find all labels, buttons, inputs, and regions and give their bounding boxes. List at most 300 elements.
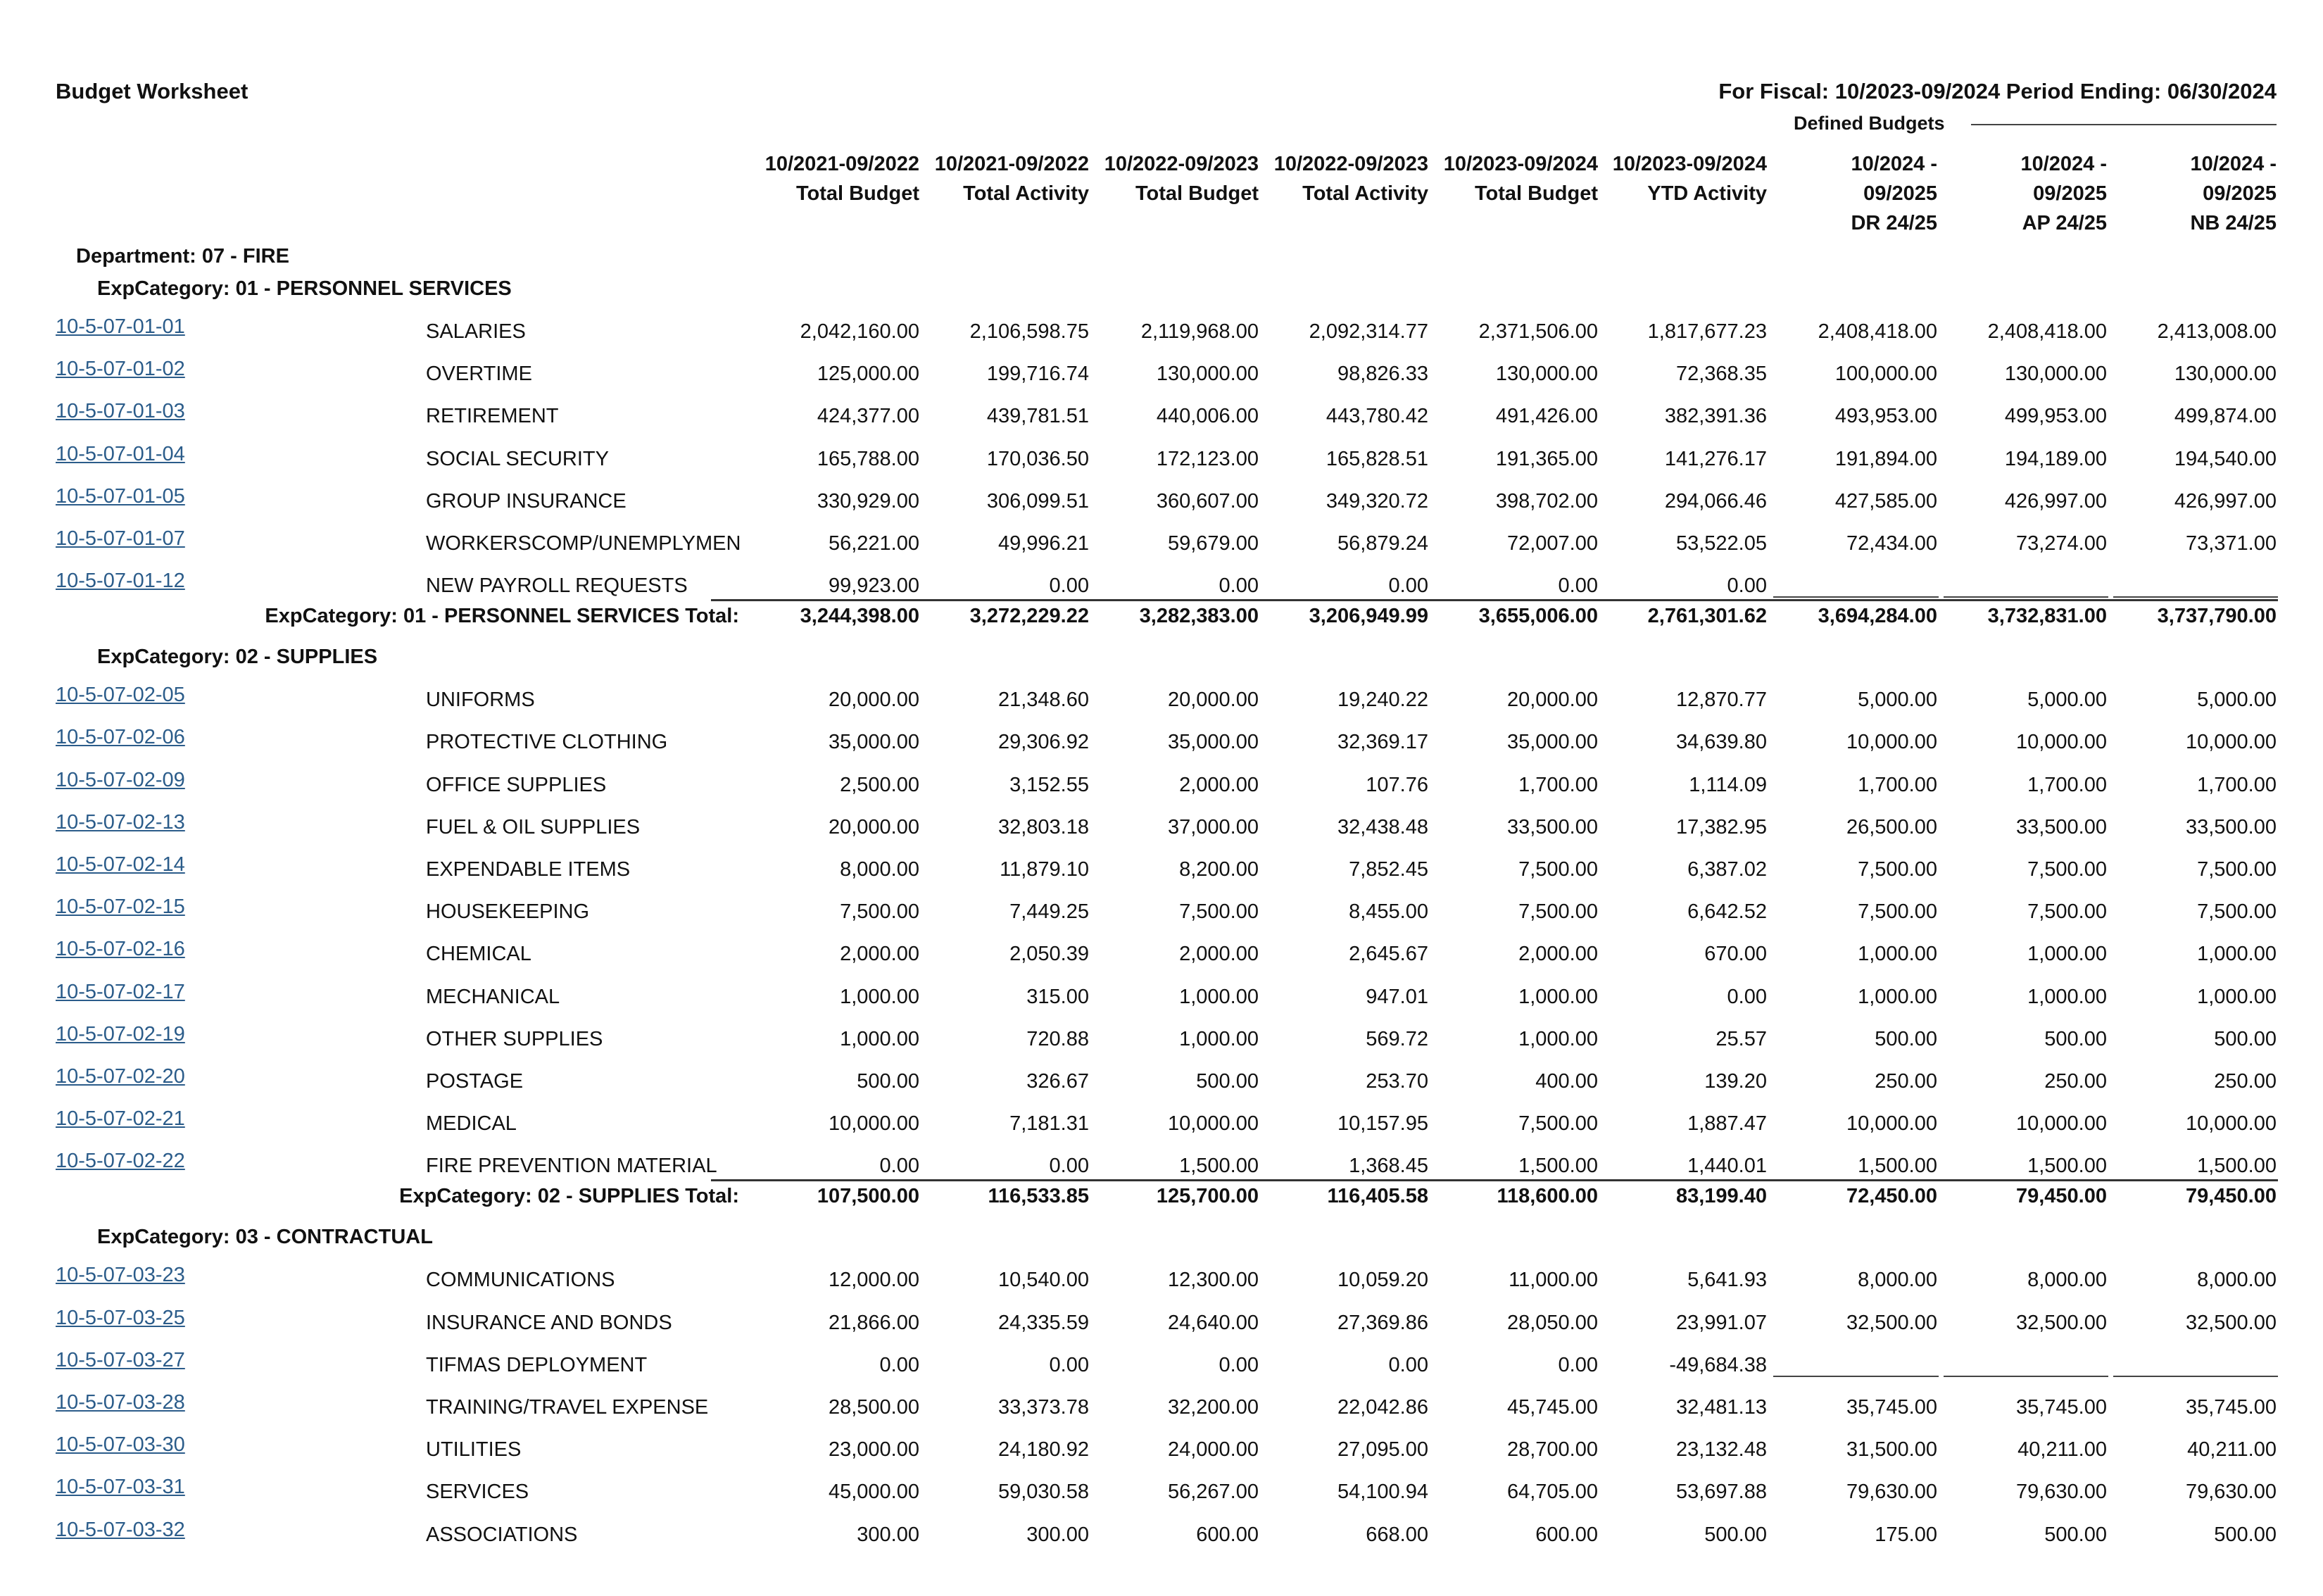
- amount-cell: 600.00: [1196, 1523, 1259, 1546]
- category-heading: ExpCategory: 01 - PERSONNEL SERVICES: [97, 277, 512, 300]
- account-link[interactable]: 10-5-07-03-31: [56, 1476, 185, 1498]
- line-item-description: MEDICAL: [426, 1112, 517, 1135]
- line-item-description: WORKERSCOMP/UNEMPLYMEN: [426, 532, 741, 555]
- account-link[interactable]: 10-5-07-02-14: [56, 853, 185, 876]
- amount-cell: 0.00: [1388, 574, 1428, 597]
- column-header-line2: Total Activity: [1302, 182, 1428, 205]
- amount-cell: 1,000.00: [1518, 1028, 1598, 1050]
- amount-cell: 10,000.00: [2015, 1112, 2107, 1135]
- amount-cell: 21,348.60: [997, 689, 1089, 711]
- amount-cell: 382,391.36: [1664, 405, 1767, 427]
- amount-cell: 7,500.00: [1518, 858, 1598, 881]
- line-item-description: ASSOCIATIONS: [426, 1523, 578, 1546]
- amount-cell: 22,042.86: [1337, 1396, 1428, 1419]
- category-total-cell: 3,732,831.00: [1987, 605, 2107, 627]
- account-link[interactable]: 10-5-07-01-01: [56, 315, 185, 338]
- column-header-line1: 10/2021-09/2022: [764, 153, 919, 175]
- account-link[interactable]: 10-5-07-02-06: [56, 726, 185, 748]
- amount-cell: 1,000.00: [2027, 943, 2107, 965]
- amount-cell: 1,114.09: [1689, 774, 1767, 796]
- column-header-line1: 10/2024 -: [1851, 153, 1937, 175]
- category-total-cell: 79,450.00: [2015, 1185, 2107, 1207]
- amount-cell: 172,123.00: [1156, 448, 1259, 470]
- amount-cell: 26,500.00: [1846, 816, 1937, 838]
- amount-cell: 125,000.00: [817, 363, 919, 385]
- amount-cell: 72,007.00: [1506, 532, 1598, 555]
- amount-cell: 0.00: [1388, 1354, 1428, 1376]
- account-link[interactable]: 10-5-07-02-19: [56, 1023, 185, 1045]
- amount-cell: 53,697.88: [1675, 1481, 1767, 1503]
- amount-cell: 7,852.45: [1349, 858, 1428, 881]
- amount-cell: 99,923.00: [828, 574, 919, 597]
- amount-cell: 330,929.00: [817, 490, 919, 513]
- amount-cell: 130,000.00: [1495, 363, 1598, 385]
- amount-cell: 1,000.00: [1858, 986, 1937, 1008]
- column-header-line3: DR 24/25: [1851, 212, 1937, 234]
- amount-cell: 64,705.00: [1506, 1481, 1598, 1503]
- column-header-line1: 10/2022-09/2023: [1273, 153, 1428, 175]
- amount-cell: 8,000.00: [840, 858, 919, 881]
- amount-cell: 1,700.00: [1518, 774, 1598, 796]
- amount-cell: 27,095.00: [1337, 1438, 1428, 1461]
- amount-cell: 0.00: [1049, 1354, 1089, 1376]
- category-total-cell: 2,761,301.62: [1647, 605, 1767, 627]
- amount-cell: 24,640.00: [1167, 1312, 1259, 1334]
- amount-cell: 24,335.59: [997, 1312, 1089, 1334]
- amount-cell: 32,369.17: [1337, 731, 1428, 753]
- amount-cell: 600.00: [1535, 1523, 1598, 1546]
- column-header-line1: 10/2023-09/2024: [1612, 153, 1767, 175]
- amount-cell: 10,157.95: [1337, 1112, 1428, 1135]
- amount-cell: 32,200.00: [1167, 1396, 1259, 1419]
- amount-cell: 294,066.46: [1664, 490, 1767, 513]
- amount-cell: 1,000.00: [2197, 986, 2277, 1008]
- amount-cell: 12,870.77: [1675, 689, 1767, 711]
- column-header-line3: NB 24/25: [2190, 212, 2277, 234]
- amount-cell: 56,221.00: [828, 532, 919, 555]
- amount-cell: 1,500.00: [1518, 1155, 1598, 1177]
- column-header-line1: 10/2023-09/2024: [1443, 153, 1598, 175]
- amount-cell: 326.67: [1026, 1070, 1089, 1093]
- amount-cell: 79,630.00: [1846, 1481, 1937, 1503]
- amount-cell: 250.00: [1875, 1070, 1937, 1093]
- amount-cell: 5,000.00: [1858, 689, 1937, 711]
- amount-cell: 0.00: [1049, 574, 1089, 597]
- line-item-description: CHEMICAL: [426, 943, 531, 965]
- amount-cell: 23,991.07: [1675, 1312, 1767, 1334]
- amount-cell: 1,887.47: [1687, 1112, 1767, 1135]
- line-item-description: OFFICE SUPPLIES: [426, 774, 607, 796]
- amount-cell: 2,042,160.00: [800, 320, 919, 343]
- report-title: Budget Worksheet: [56, 79, 248, 103]
- amount-cell: 25.57: [1716, 1028, 1767, 1050]
- blank-cell-rule: [1773, 1376, 1939, 1377]
- amount-cell: 250.00: [2214, 1070, 2277, 1093]
- amount-cell: 2,413,008.00: [2157, 320, 2277, 343]
- category-heading: ExpCategory: 03 - CONTRACTUAL: [97, 1226, 433, 1249]
- amount-cell: 79,630.00: [2015, 1481, 2107, 1503]
- amount-cell: 10,540.00: [997, 1269, 1089, 1291]
- amount-cell: 24,180.92: [997, 1438, 1089, 1461]
- blank-cell-rule: [1944, 1376, 2108, 1377]
- amount-cell: 300.00: [857, 1523, 919, 1546]
- amount-cell: 28,700.00: [1506, 1438, 1598, 1461]
- amount-cell: 28,500.00: [828, 1396, 919, 1419]
- account-link[interactable]: 10-5-07-03-28: [56, 1391, 185, 1414]
- amount-cell: 32,500.00: [2015, 1312, 2107, 1334]
- amount-cell: 98,826.33: [1337, 363, 1428, 385]
- amount-cell: 165,828.51: [1326, 448, 1428, 470]
- amount-cell: 59,679.00: [1167, 532, 1259, 555]
- category-total-label: ExpCategory: 02 - SUPPLIES Total:: [399, 1185, 739, 1207]
- amount-cell: 0.00: [879, 1155, 919, 1177]
- amount-cell: 1,700.00: [2197, 774, 2277, 796]
- line-item-description: PROTECTIVE CLOTHING: [426, 731, 668, 753]
- category-total-cell: 72,450.00: [1846, 1185, 1937, 1207]
- amount-cell: 300.00: [1026, 1523, 1089, 1546]
- amount-cell: 1,700.00: [1858, 774, 1937, 796]
- amount-cell: 0.00: [1727, 986, 1767, 1008]
- amount-cell: 10,059.20: [1337, 1269, 1428, 1291]
- amount-cell: 194,540.00: [2174, 448, 2277, 470]
- amount-cell: 1,500.00: [1179, 1155, 1259, 1177]
- amount-cell: 7,181.31: [1009, 1112, 1089, 1135]
- line-item-description: SOCIAL SECURITY: [426, 448, 609, 470]
- amount-cell: 8,000.00: [2197, 1269, 2277, 1291]
- amount-cell: 670.00: [1704, 943, 1767, 965]
- column-header-line2: 09/2025: [2203, 182, 2277, 205]
- column-header-line2: 09/2025: [2033, 182, 2107, 205]
- amount-cell: 35,745.00: [2185, 1396, 2277, 1419]
- amount-cell: 499,874.00: [2174, 405, 2277, 427]
- account-link[interactable]: 10-5-07-01-04: [56, 443, 185, 465]
- amount-cell: 20,000.00: [1167, 689, 1259, 711]
- amount-cell: 10,000.00: [2015, 731, 2107, 753]
- column-header-line2: YTD Activity: [1647, 182, 1767, 205]
- line-item-description: SERVICES: [426, 1481, 529, 1503]
- column-header-line3: AP 24/25: [2022, 212, 2107, 234]
- amount-cell: 199,716.74: [986, 363, 1089, 385]
- amount-cell: 7,500.00: [1858, 900, 1937, 923]
- amount-cell: 24,000.00: [1167, 1438, 1259, 1461]
- amount-cell: 1,817,677.23: [1647, 320, 1767, 343]
- account-link[interactable]: 10-5-07-03-27: [56, 1349, 185, 1371]
- category-total-cell: 3,694,284.00: [1818, 605, 1937, 627]
- amount-cell: 8,455.00: [1349, 900, 1428, 923]
- amount-cell: 2,000.00: [1518, 943, 1598, 965]
- amount-cell: 40,211.00: [2017, 1438, 2107, 1461]
- blank-cell-rule: [1773, 596, 1939, 598]
- amount-cell: 8,000.00: [1858, 1269, 1937, 1291]
- amount-cell: 2,408,418.00: [1818, 320, 1937, 343]
- amount-cell: 28,050.00: [1506, 1312, 1598, 1334]
- category-total-cell: 3,737,790.00: [2157, 605, 2277, 627]
- amount-cell: 0.00: [1558, 1354, 1598, 1376]
- line-item-description: FIRE PREVENTION MATERIAL: [426, 1155, 717, 1177]
- blank-cell-rule: [2113, 596, 2278, 598]
- amount-cell: 12,000.00: [828, 1269, 919, 1291]
- category-total-cell: 3,244,398.00: [800, 605, 919, 627]
- amount-cell: 32,803.18: [997, 816, 1089, 838]
- amount-cell: 0.00: [1219, 574, 1259, 597]
- amount-cell: 194,189.00: [2004, 448, 2107, 470]
- amount-cell: 35,000.00: [1167, 731, 1259, 753]
- amount-cell: 5,000.00: [2027, 689, 2107, 711]
- amount-cell: 1,500.00: [1858, 1155, 1937, 1177]
- amount-cell: 0.00: [879, 1354, 919, 1376]
- line-item-description: NEW PAYROLL REQUESTS: [426, 574, 688, 597]
- amount-cell: 360,607.00: [1156, 490, 1259, 513]
- amount-cell: 40,211.00: [2187, 1438, 2277, 1461]
- total-rule: [711, 599, 2278, 601]
- line-item-description: INSURANCE AND BONDS: [426, 1312, 672, 1334]
- amount-cell: 29,306.92: [997, 731, 1089, 753]
- category-total-cell: 83,199.40: [1675, 1185, 1767, 1207]
- line-item-description: FUEL & OIL SUPPLIES: [426, 816, 641, 838]
- amount-cell: 165,788.00: [817, 448, 919, 470]
- line-item-description: GROUP INSURANCE: [426, 490, 627, 513]
- category-total-cell: 125,700.00: [1156, 1185, 1259, 1207]
- amount-cell: 2,000.00: [1179, 774, 1259, 796]
- account-link[interactable]: 10-5-07-02-13: [56, 811, 185, 834]
- amount-cell: 500.00: [2044, 1028, 2107, 1050]
- account-link[interactable]: 10-5-07-02-15: [56, 896, 185, 918]
- amount-cell: 2,050.39: [1009, 943, 1089, 965]
- account-link[interactable]: 10-5-07-01-03: [56, 400, 185, 422]
- amount-cell: 720.88: [1026, 1028, 1089, 1050]
- account-link[interactable]: 10-5-07-01-02: [56, 358, 185, 380]
- category-total-cell: 3,272,229.22: [969, 605, 1089, 627]
- amount-cell: 191,365.00: [1495, 448, 1598, 470]
- column-header-line2: 09/2025: [1863, 182, 1937, 205]
- column-header-line1: 10/2022-09/2023: [1104, 153, 1259, 175]
- amount-cell: 500.00: [2214, 1028, 2277, 1050]
- account-link[interactable]: 10-5-07-03-32: [56, 1519, 185, 1541]
- amount-cell: 1,000.00: [2197, 943, 2277, 965]
- account-link[interactable]: 10-5-07-01-07: [56, 527, 185, 550]
- amount-cell: 424,377.00: [817, 405, 919, 427]
- amount-cell: 6,387.02: [1687, 858, 1767, 881]
- amount-cell: 139.20: [1704, 1070, 1767, 1093]
- line-item-description: HOUSEKEEPING: [426, 900, 590, 923]
- amount-cell: 27,369.86: [1337, 1312, 1428, 1334]
- amount-cell: 11,879.10: [1000, 858, 1089, 881]
- amount-cell: 37,000.00: [1167, 816, 1259, 838]
- amount-cell: 23,132.48: [1675, 1438, 1767, 1461]
- column-header: [2065, 149, 2277, 238]
- account-link[interactable]: 10-5-07-02-21: [56, 1107, 185, 1130]
- amount-cell: 21,866.00: [828, 1312, 919, 1334]
- category-total-cell: 107,500.00: [817, 1185, 919, 1207]
- column-header-line2: Total Budget: [795, 182, 919, 205]
- amount-cell: 8,000.00: [2027, 1269, 2107, 1291]
- amount-cell: 53,522.05: [1675, 532, 1767, 555]
- amount-cell: 2,106,598.75: [969, 320, 1089, 343]
- amount-cell: 10,000.00: [1846, 1112, 1937, 1135]
- amount-cell: 5,641.93: [1687, 1269, 1767, 1291]
- amount-cell: 35,745.00: [1846, 1396, 1937, 1419]
- amount-cell: 500.00: [1704, 1523, 1767, 1546]
- account-link[interactable]: 10-5-07-02-20: [56, 1065, 185, 1088]
- account-link[interactable]: 10-5-07-02-05: [56, 684, 185, 706]
- department-heading: Department: 07 - FIRE: [76, 245, 289, 268]
- amount-cell: 170,036.50: [986, 448, 1089, 470]
- defined-budgets-rule: [1971, 124, 2277, 125]
- amount-cell: 141,276.17: [1664, 448, 1767, 470]
- column-header-line1: 10/2024 -: [2020, 153, 2107, 175]
- amount-cell: 79,630.00: [2185, 1481, 2277, 1503]
- category-total-cell: 3,206,949.99: [1309, 605, 1428, 627]
- amount-cell: 72,368.35: [1675, 363, 1767, 385]
- amount-cell: 10,000.00: [2185, 1112, 2277, 1135]
- amount-cell: 23,000.00: [828, 1438, 919, 1461]
- amount-cell: 191,894.00: [1834, 448, 1937, 470]
- amount-cell: 1,000.00: [1179, 986, 1259, 1008]
- amount-cell: 2,119,968.00: [1140, 320, 1259, 343]
- amount-cell: 1,000.00: [1179, 1028, 1259, 1050]
- amount-cell: -49,684.38: [1669, 1354, 1767, 1376]
- amount-cell: 500.00: [2214, 1523, 2277, 1546]
- account-link[interactable]: 10-5-07-02-16: [56, 938, 185, 960]
- amount-cell: 440,006.00: [1156, 405, 1259, 427]
- amount-cell: 33,500.00: [2185, 816, 2277, 838]
- category-total-cell: 3,282,383.00: [1139, 605, 1259, 627]
- line-item-description: RETIREMENT: [426, 405, 559, 427]
- amount-cell: 250.00: [2044, 1070, 2107, 1093]
- line-item-description: EXPENDABLE ITEMS: [426, 858, 631, 881]
- amount-cell: 0.00: [1558, 574, 1598, 597]
- amount-cell: 1,500.00: [2027, 1155, 2107, 1177]
- amount-cell: 59,030.58: [997, 1481, 1089, 1503]
- amount-cell: 1,440.01: [1687, 1155, 1767, 1177]
- amount-cell: 20,000.00: [828, 816, 919, 838]
- column-header-line1: 10/2021-09/2022: [934, 153, 1089, 175]
- column-header-line1: 10/2024 -: [2190, 153, 2277, 175]
- amount-cell: 8,200.00: [1179, 858, 1259, 881]
- amount-cell: 7,500.00: [1518, 1112, 1598, 1135]
- amount-cell: 2,092,314.77: [1309, 320, 1428, 343]
- amount-cell: 7,500.00: [2197, 858, 2277, 881]
- account-link[interactable]: 10-5-07-02-09: [56, 769, 185, 791]
- column-header-line2: Total Activity: [963, 182, 1089, 205]
- amount-cell: 20,000.00: [1506, 689, 1598, 711]
- account-link[interactable]: 10-5-07-02-17: [56, 981, 185, 1003]
- blank-cell-rule: [2113, 1376, 2278, 1377]
- amount-cell: 2,371,506.00: [1478, 320, 1598, 343]
- amount-cell: 33,500.00: [1506, 816, 1598, 838]
- amount-cell: 426,997.00: [2174, 490, 2277, 513]
- amount-cell: 49,996.21: [997, 532, 1089, 555]
- amount-cell: 2,000.00: [840, 943, 919, 965]
- amount-cell: 33,373.78: [997, 1396, 1089, 1419]
- amount-cell: 439,781.51: [986, 405, 1089, 427]
- column-header-line2: Total Budget: [1474, 182, 1598, 205]
- amount-cell: 2,645.67: [1349, 943, 1428, 965]
- amount-cell: 32,481.13: [1675, 1396, 1767, 1419]
- amount-cell: 1,000.00: [1858, 943, 1937, 965]
- column-header-line2: Total Budget: [1135, 182, 1259, 205]
- defined-budgets-label: Defined Budgets: [1794, 113, 1945, 134]
- amount-cell: 7,500.00: [1858, 858, 1937, 881]
- amount-cell: 32,500.00: [1846, 1312, 1937, 1334]
- account-link[interactable]: 10-5-07-03-23: [56, 1264, 185, 1286]
- amount-cell: 315.00: [1026, 986, 1089, 1008]
- amount-cell: 2,408,418.00: [1987, 320, 2107, 343]
- amount-cell: 56,879.24: [1337, 532, 1428, 555]
- amount-cell: 130,000.00: [2174, 363, 2277, 385]
- amount-cell: 1,000.00: [840, 1028, 919, 1050]
- fiscal-info: For Fiscal: 10/2023-09/2024 Period Ending: 06/30/2024: [1718, 79, 2277, 103]
- line-item-description: MECHANICAL: [426, 986, 560, 1008]
- line-item-description: SALARIES: [426, 320, 526, 343]
- amount-cell: 0.00: [1049, 1155, 1089, 1177]
- amount-cell: 427,585.00: [1834, 490, 1937, 513]
- amount-cell: 1,000.00: [840, 986, 919, 1008]
- amount-cell: 7,500.00: [2027, 900, 2107, 923]
- account-link[interactable]: 10-5-07-02-22: [56, 1150, 185, 1172]
- category-total-cell: 116,405.58: [1327, 1185, 1428, 1207]
- amount-cell: 500.00: [857, 1070, 919, 1093]
- amount-cell: 33,500.00: [2015, 816, 2107, 838]
- line-item-description: POSTAGE: [426, 1070, 524, 1093]
- amount-cell: 2,000.00: [1179, 943, 1259, 965]
- amount-cell: 11,000.00: [1509, 1269, 1598, 1291]
- category-total-cell: 116,533.85: [988, 1185, 1089, 1207]
- amount-cell: 499,953.00: [2004, 405, 2107, 427]
- account-link[interactable]: 10-5-07-03-25: [56, 1307, 185, 1329]
- account-link[interactable]: 10-5-07-01-12: [56, 570, 185, 592]
- category-total-cell: 3,655,006.00: [1478, 605, 1598, 627]
- amount-cell: 32,438.48: [1337, 816, 1428, 838]
- category-total-cell: 79,450.00: [2185, 1185, 2277, 1207]
- amount-cell: 400.00: [1535, 1070, 1598, 1093]
- amount-cell: 10,000.00: [1846, 731, 1937, 753]
- amount-cell: 10,000.00: [2185, 731, 2277, 753]
- category-heading: ExpCategory: 02 - SUPPLIES: [97, 646, 378, 669]
- amount-cell: 19,240.22: [1337, 689, 1428, 711]
- account-link[interactable]: 10-5-07-03-30: [56, 1433, 185, 1456]
- amount-cell: 72,434.00: [1846, 532, 1937, 555]
- amount-cell: 35,000.00: [828, 731, 919, 753]
- amount-cell: 56,267.00: [1167, 1481, 1259, 1503]
- amount-cell: 1,700.00: [2027, 774, 2107, 796]
- amount-cell: 0.00: [1219, 1354, 1259, 1376]
- amount-cell: 3,152.55: [1009, 774, 1089, 796]
- account-link[interactable]: 10-5-07-01-05: [56, 485, 185, 508]
- amount-cell: 12,300.00: [1167, 1269, 1259, 1291]
- amount-cell: 100,000.00: [1834, 363, 1937, 385]
- amount-cell: 1,000.00: [1518, 986, 1598, 1008]
- amount-cell: 130,000.00: [2004, 363, 2107, 385]
- amount-cell: 0.00: [1727, 574, 1767, 597]
- amount-cell: 10,000.00: [1167, 1112, 1259, 1135]
- amount-cell: 54,100.94: [1337, 1481, 1428, 1503]
- amount-cell: 443,780.42: [1326, 405, 1428, 427]
- line-item-description: COMMUNICATIONS: [426, 1269, 615, 1291]
- amount-cell: 7,500.00: [840, 900, 919, 923]
- amount-cell: 500.00: [2044, 1523, 2107, 1546]
- amount-cell: 5,000.00: [2197, 689, 2277, 711]
- amount-cell: 306,099.51: [986, 490, 1089, 513]
- amount-cell: 253.70: [1366, 1070, 1428, 1093]
- amount-cell: 7,449.25: [1009, 900, 1089, 923]
- amount-cell: 2,500.00: [840, 774, 919, 796]
- amount-cell: 1,000.00: [2027, 986, 2107, 1008]
- amount-cell: 7,500.00: [1179, 900, 1259, 923]
- amount-cell: 107.76: [1366, 774, 1428, 796]
- amount-cell: 493,953.00: [1834, 405, 1937, 427]
- amount-cell: 45,000.00: [828, 1481, 919, 1503]
